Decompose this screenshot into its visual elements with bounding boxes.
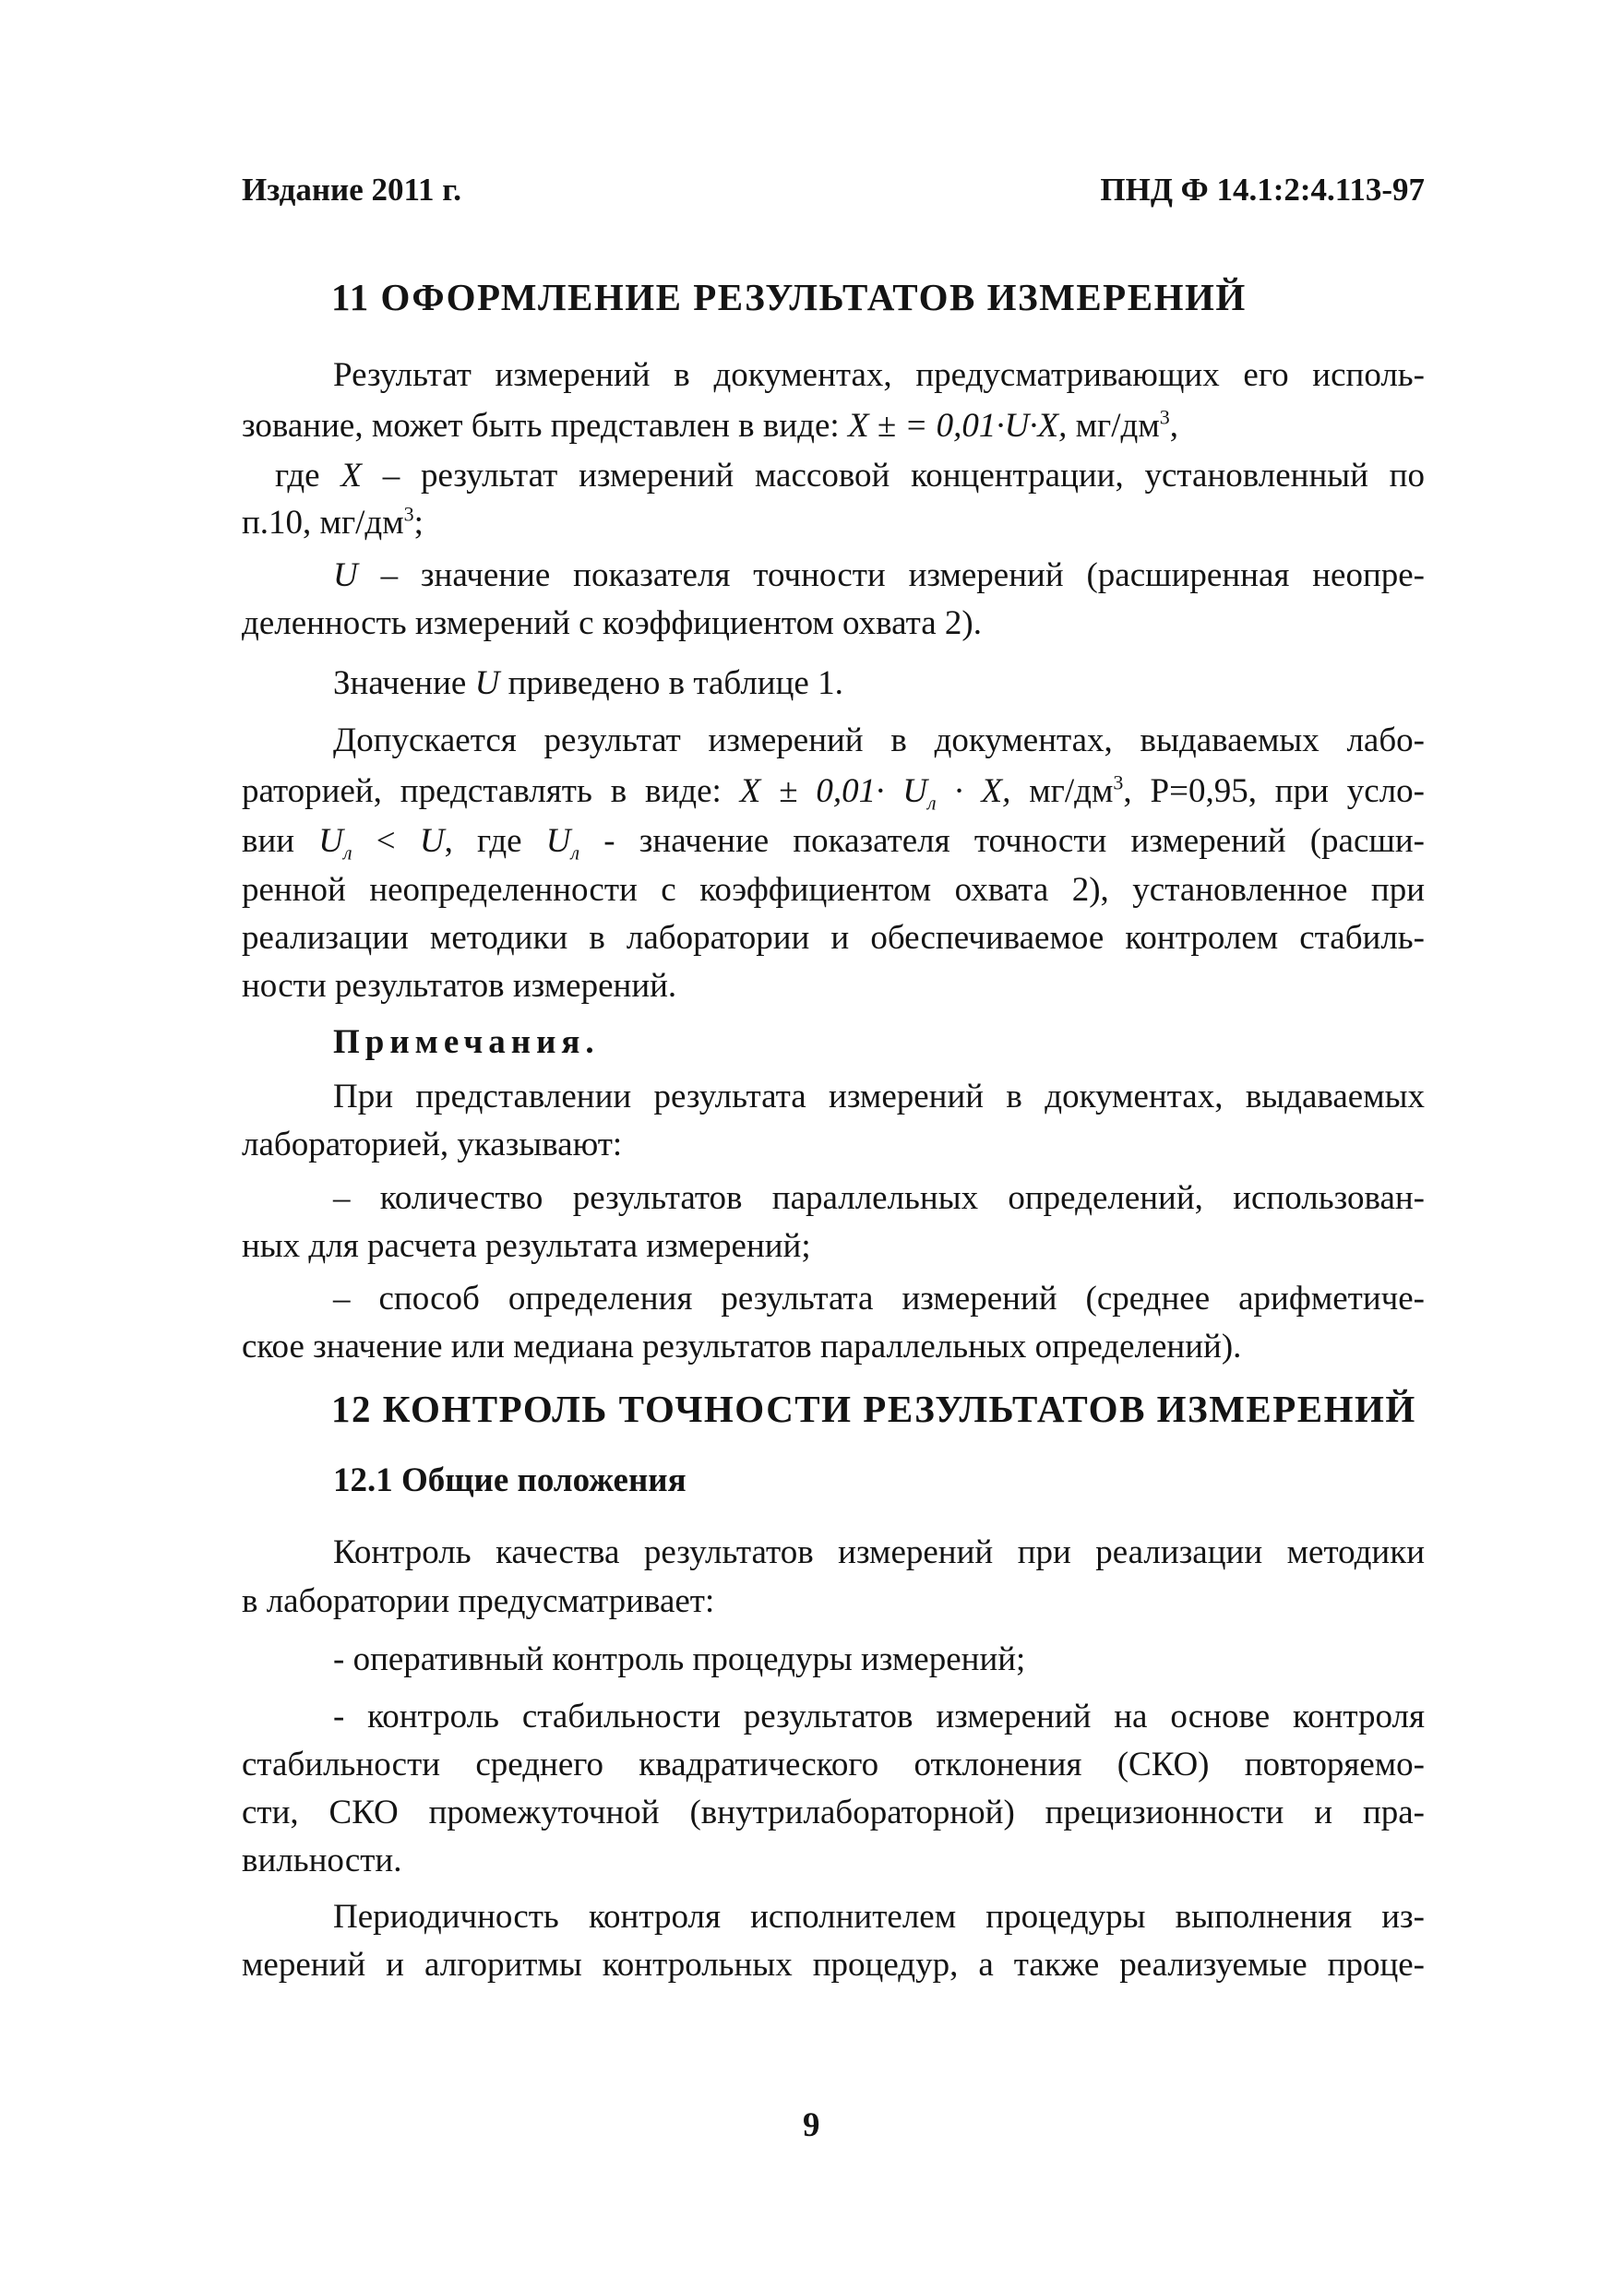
text-line: лабораторией, указывают: [242, 1126, 623, 1163]
text-line: где X – результат измерений массовой концентрации, установленный по [275, 457, 1425, 495]
text-line: - оперативный контроль процедуры измерений; [333, 1640, 1026, 1678]
text-line: стабильности среднего квадратического отклонения (СКО) повторяемо- [242, 1746, 1425, 1783]
text-line: – количество результатов параллельных определений, использован- [333, 1179, 1425, 1217]
edition-label: Издание 2011 г. [242, 172, 461, 208]
text-line: – способ определения результата измерений (среднее арифметиче- [333, 1280, 1425, 1318]
text-line: Допускается результат измерений в документах, выдаваемых лабо- [333, 722, 1425, 759]
text-line: ности результатов измерений. [242, 967, 677, 1005]
text-line: реализации методики в лаборатории и обеспечиваемое контролем стабиль- [242, 919, 1425, 957]
text-line: деленность измерений с коэффициентом охвата 2). [242, 604, 982, 642]
text-line: Значение U приведено в таблице 1. [333, 664, 843, 702]
text-line: Периодичность контроля исполнителем процедуры выполнения из- [333, 1898, 1425, 1936]
text-line: ных для расчета результата измерений; [242, 1227, 811, 1265]
section-12-title: 12 КОНТРОЛЬ ТОЧНОСТИ РЕЗУЛЬТАТОВ ИЗМЕРЕНИЙ [331, 1388, 1416, 1430]
page-number: 9 [803, 2106, 820, 2144]
text-line: ское значение или медиана результатов параллельных определений). [242, 1328, 1242, 1366]
text-line: При представлении результата измерений в документах, выдаваемых [333, 1078, 1425, 1115]
text-line: вильности. [242, 1842, 402, 1879]
text-line: в лаборатории предусматривает: [242, 1582, 715, 1620]
text-line: п.10, $мг/дм^3$; [242, 502, 424, 542]
text-line: вии $U_л < U$, где $U_л$ - значение показателя точности измерений (расши- [242, 822, 1425, 865]
subsection-12-1-title: 12.1 Общие положения [333, 1461, 687, 1499]
text-line: Контроль качества результатов измерений при реализации методики [333, 1533, 1425, 1571]
text-line: Результат измерений в документах, предусматривающих его исполь- [333, 356, 1425, 394]
section-11-title: 11 ОФОРМЛЕНИЕ РЕЗУЛЬТАТОВ ИЗМЕРЕНИЙ [331, 276, 1247, 318]
text-line: сти, СКО промежуточной (внутрилабораторной) прецизионности и пра- [242, 1794, 1425, 1831]
text-line: - контроль стабильности результатов измерений на основе контроля [333, 1698, 1425, 1735]
text-line: ренной неопределенности с коэффициентом охвата 2), установленное при [242, 871, 1425, 909]
text-line: зование, может быть представлен в виде: X ± = 0,01·U·X, $мг/дм^3$, [242, 405, 1178, 445]
text-line: U – значение показателя точности измерений (расширенная неопре- [333, 556, 1425, 594]
text-line: мерений и алгоритмы контрольных процедур, а также реализуемые проце- [242, 1946, 1425, 1984]
document-code: ПНД Ф 14.1:2:4.113-97 [1100, 172, 1425, 208]
notes-title: Примечания. [333, 1023, 594, 1061]
text-line: раторией, представлять в виде: $X \pm 0,01\cdot U_л \cdot X$, $мг/дм^3$, P=0,95, при усло- [242, 770, 1425, 815]
